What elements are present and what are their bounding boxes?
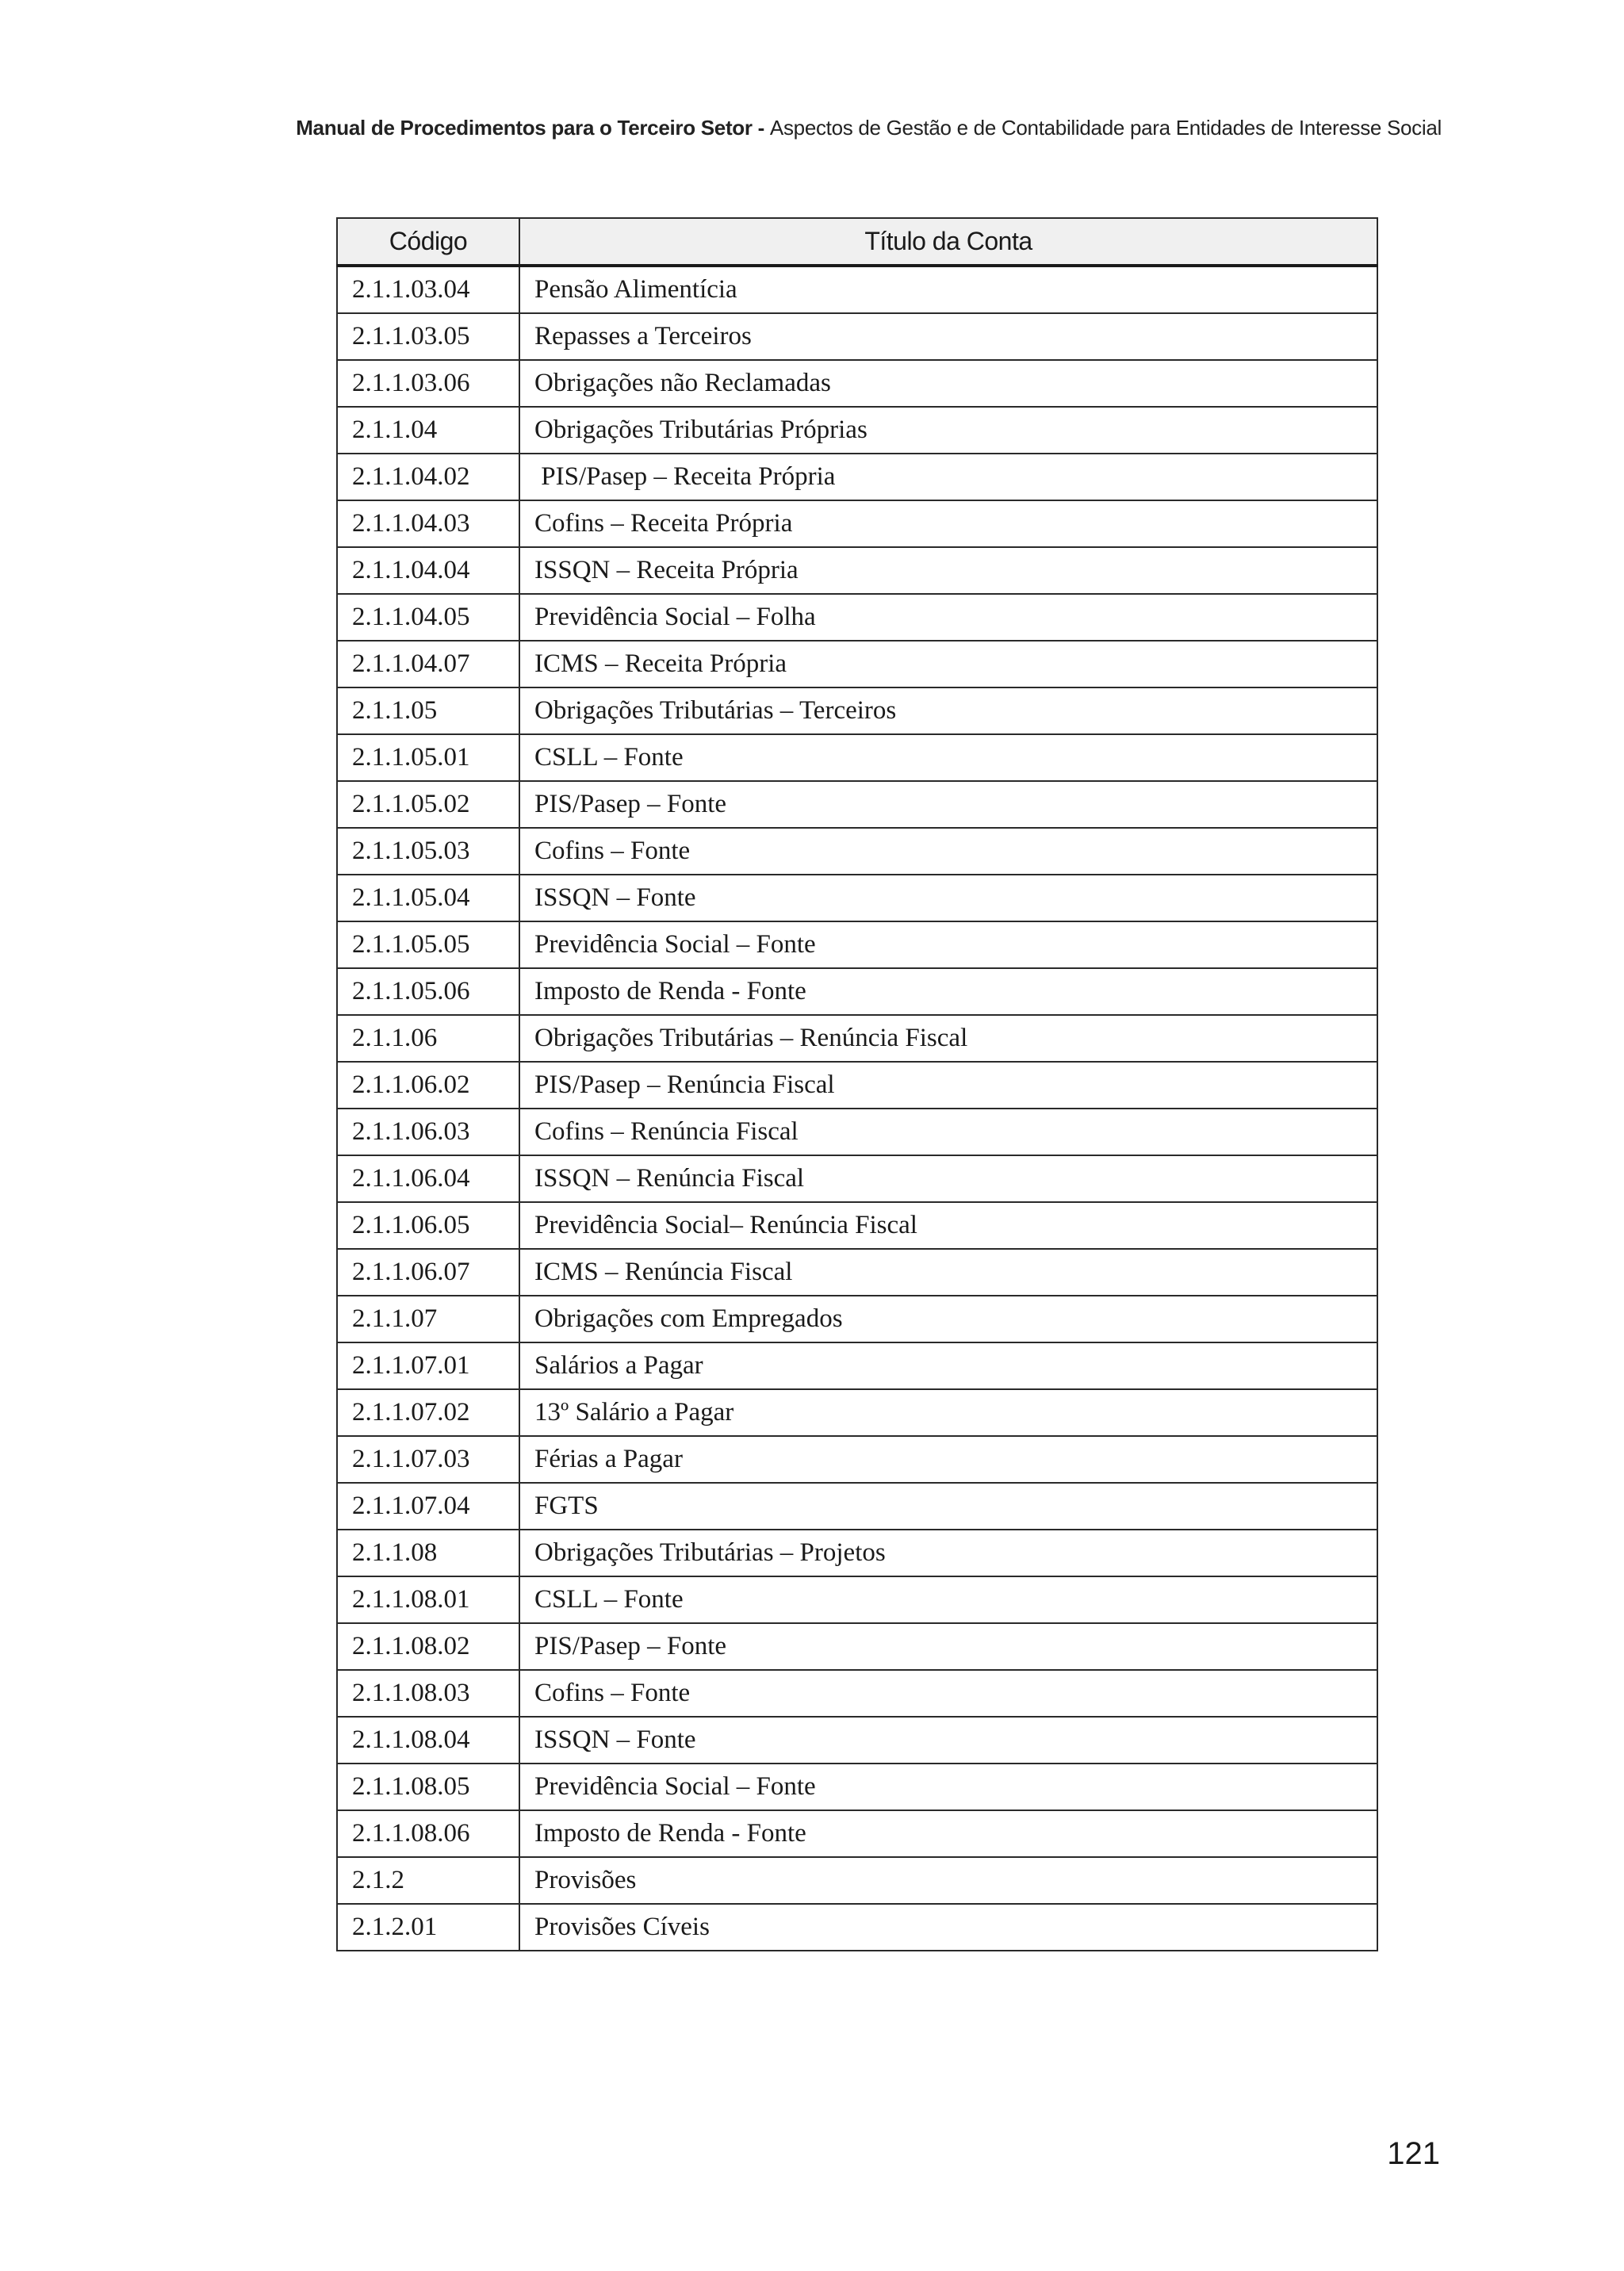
table-row <box>337 1810 1377 1857</box>
table-row <box>337 687 1377 734</box>
table-row <box>337 1389 1377 1436</box>
account-code-cell: 2.1.1.08.04 <box>337 1717 519 1764</box>
account-code-cell: 2.1.1.05.06 <box>337 968 519 1015</box>
table-row <box>337 454 1377 500</box>
table-row <box>337 1109 1377 1155</box>
account-title-cell: Previdência Social – Folha <box>519 594 1377 641</box>
account-code-cell: 2.1.2.01 <box>337 1904 519 1951</box>
table-row <box>337 360 1377 407</box>
account-code-cell: 2.1.2 <box>337 1857 519 1904</box>
account-code-cell: 2.1.1.04 <box>337 407 519 454</box>
table-row <box>337 641 1377 687</box>
account-code-cell: 2.1.1.05.02 <box>337 781 519 828</box>
table-row <box>337 407 1377 454</box>
account-title-cell: Cofins – Receita Própria <box>519 500 1377 547</box>
account-title-cell: ICMS – Renúncia Fiscal <box>519 1249 1377 1296</box>
table-row <box>337 547 1377 594</box>
table-row <box>337 594 1377 641</box>
account-code-cell: 2.1.1.04.03 <box>337 500 519 547</box>
account-title-cell: Previdência Social – Fonte <box>519 921 1377 968</box>
header-title: Manual de Procedimentos para o Terceiro Setor <box>296 116 753 140</box>
account-code-cell: 2.1.1.04.05 <box>337 594 519 641</box>
table-row <box>337 266 1377 313</box>
table-row <box>337 875 1377 921</box>
account-code-cell: 2.1.1.08.06 <box>337 1810 519 1857</box>
account-code-cell: 2.1.1.04.07 <box>337 641 519 687</box>
table-row <box>337 968 1377 1015</box>
header-separator: - <box>752 116 770 140</box>
account-code-cell: 2.1.1.06.04 <box>337 1155 519 1202</box>
account-code-cell: 2.1.1.03.06 <box>337 360 519 407</box>
account-code-cell: 2.1.1.08.05 <box>337 1764 519 1810</box>
table-row <box>337 1342 1377 1389</box>
account-code-cell: 2.1.1.05.05 <box>337 921 519 968</box>
account-title-cell: ICMS – Receita Própria <box>519 641 1377 687</box>
account-title-cell: Férias a Pagar <box>519 1436 1377 1483</box>
table-row <box>337 1717 1377 1764</box>
account-title-cell: Salários a Pagar <box>519 1342 1377 1389</box>
account-title-cell: Previdência Social – Fonte <box>519 1764 1377 1810</box>
page-number: 121 <box>1387 2136 1440 2171</box>
account-title-cell: Obrigações Tributárias – Projetos <box>519 1530 1377 1576</box>
table-row <box>337 1857 1377 1904</box>
account-title-cell: Provisões <box>519 1857 1377 1904</box>
account-title-cell: Previdência Social– Renúncia Fiscal <box>519 1202 1377 1249</box>
account-code-cell: 2.1.1.03.04 <box>337 266 519 313</box>
account-code-cell: 2.1.1.05.01 <box>337 734 519 781</box>
table-row <box>337 1764 1377 1810</box>
account-title-cell: CSLL – Fonte <box>519 1576 1377 1623</box>
table-row <box>337 1436 1377 1483</box>
account-title-cell: ISSQN – Fonte <box>519 875 1377 921</box>
account-title-cell: Obrigações não Reclamadas <box>519 360 1377 407</box>
account-code-cell: 2.1.1.08.03 <box>337 1670 519 1717</box>
table-row <box>337 1155 1377 1202</box>
table-row <box>337 781 1377 828</box>
account-code-cell: 2.1.1.05.04 <box>337 875 519 921</box>
account-title-cell: CSLL – Fonte <box>519 734 1377 781</box>
account-title-cell: PIS/Pasep – Renúncia Fiscal <box>519 1062 1377 1109</box>
account-title-cell: Cofins – Fonte <box>519 828 1377 875</box>
table-row <box>337 1904 1377 1951</box>
table-row <box>337 1062 1377 1109</box>
account-code-cell: 2.1.1.04.02 <box>337 454 519 500</box>
table-row <box>337 1576 1377 1623</box>
account-code-cell: 2.1.1.06.07 <box>337 1249 519 1296</box>
account-title-cell: Pensão Alimentícia <box>519 266 1377 313</box>
table-row <box>337 313 1377 360</box>
account-title-cell: FGTS <box>519 1483 1377 1530</box>
account-code-cell: 2.1.1.06.05 <box>337 1202 519 1249</box>
table-row <box>337 734 1377 781</box>
account-title-cell: Cofins – Fonte <box>519 1670 1377 1717</box>
account-title-cell: Obrigações com Empregados <box>519 1296 1377 1342</box>
account-title-cell: 13º Salário a Pagar <box>519 1389 1377 1436</box>
table-row <box>337 1249 1377 1296</box>
account-title-cell: Repasses a Terceiros <box>519 313 1377 360</box>
account-title-cell: PIS/Pasep – Receita Própria <box>519 454 1377 500</box>
account-title-cell: Imposto de Renda - Fonte <box>519 1810 1377 1857</box>
account-title-cell: Cofins – Renúncia Fiscal <box>519 1109 1377 1155</box>
account-title-cell: Imposto de Renda - Fonte <box>519 968 1377 1015</box>
account-code-cell: 2.1.1.06.02 <box>337 1062 519 1109</box>
account-code-cell: 2.1.1.06.03 <box>337 1109 519 1155</box>
table-row <box>337 1202 1377 1249</box>
table-row <box>337 1296 1377 1342</box>
account-code-cell: 2.1.1.07.02 <box>337 1389 519 1436</box>
table-header-row <box>337 218 1377 266</box>
account-code-cell: 2.1.1.08.01 <box>337 1576 519 1623</box>
table-row <box>337 921 1377 968</box>
account-title-cell: Provisões Cíveis <box>519 1904 1377 1951</box>
table-body <box>337 266 1377 1951</box>
account-code-cell: 2.1.1.07 <box>337 1296 519 1342</box>
account-title-cell: PIS/Pasep – Fonte <box>519 781 1377 828</box>
column-header-code: Código <box>337 218 519 266</box>
table-row <box>337 500 1377 547</box>
table-row <box>337 1530 1377 1576</box>
account-code-cell: 2.1.1.03.05 <box>337 313 519 360</box>
account-title-cell: Obrigações Tributárias Próprias <box>519 407 1377 454</box>
account-code-cell: 2.1.1.07.01 <box>337 1342 519 1389</box>
chart-of-accounts-table <box>336 217 1378 1951</box>
account-code-cell: 2.1.1.08 <box>337 1530 519 1576</box>
account-code-cell: 2.1.1.05 <box>337 687 519 734</box>
account-title-cell: Obrigações Tributárias – Renúncia Fiscal <box>519 1015 1377 1062</box>
account-code-cell: 2.1.1.07.03 <box>337 1436 519 1483</box>
account-code-cell: 2.1.1.04.04 <box>337 547 519 594</box>
account-code-cell: 2.1.1.05.03 <box>337 828 519 875</box>
table-row <box>337 1623 1377 1670</box>
account-code-cell: 2.1.1.06 <box>337 1015 519 1062</box>
account-title-cell: Obrigações Tributárias – Terceiros <box>519 687 1377 734</box>
table-row <box>337 1670 1377 1717</box>
account-title-cell: PIS/Pasep – Fonte <box>519 1623 1377 1670</box>
account-code-cell: 2.1.1.08.02 <box>337 1623 519 1670</box>
column-header-account-title: Título da Conta <box>519 218 1377 266</box>
table-row <box>337 1015 1377 1062</box>
header-subtitle: Aspectos de Gestão e de Contabilidade para Entidades de Interesse Social <box>769 116 1442 140</box>
table-row <box>337 1483 1377 1530</box>
account-title-cell: ISSQN – Renúncia Fiscal <box>519 1155 1377 1202</box>
account-title-cell: ISSQN – Fonte <box>519 1717 1377 1764</box>
table-row <box>337 828 1377 875</box>
account-code-cell: 2.1.1.07.04 <box>337 1483 519 1530</box>
running-header <box>296 116 1442 140</box>
account-title-cell: ISSQN – Receita Própria <box>519 547 1377 594</box>
